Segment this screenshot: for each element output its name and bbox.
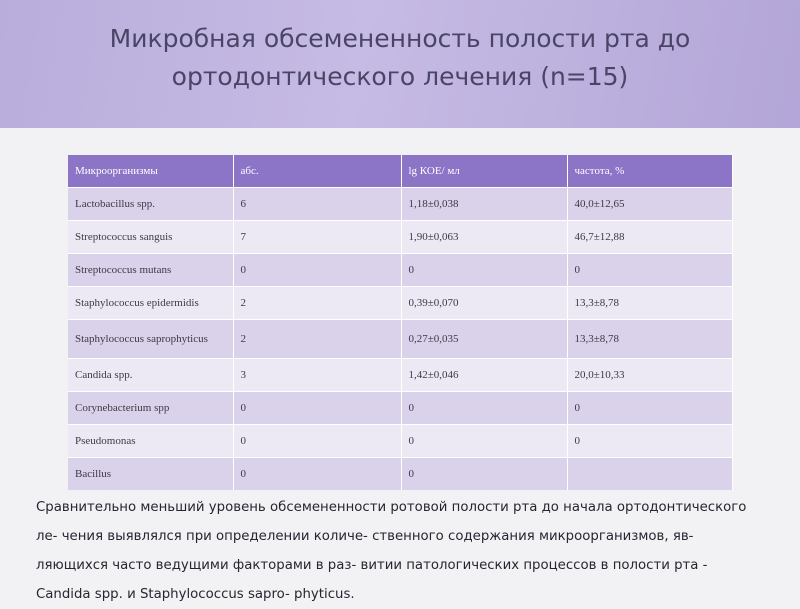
cell-abs: 7	[233, 221, 401, 254]
cell-frequency	[567, 458, 732, 491]
cell-organism: Bacillus	[68, 458, 233, 491]
cell-abs: 0	[233, 392, 401, 425]
cell-frequency: 46,7±12,88	[567, 221, 732, 254]
cell-lg-cfu: 1,18±0,038	[401, 188, 567, 221]
cell-abs: 0	[233, 254, 401, 287]
cell-frequency: 0	[567, 254, 732, 287]
cell-organism: Corynebacterium spp	[68, 392, 233, 425]
cell-frequency: 0	[567, 392, 732, 425]
table-row	[68, 458, 732, 491]
column-header-abs: абс.	[233, 155, 401, 188]
conclusion-paragraph: Сравнительно меньший уровень обсемененности ротовой полости рта до начала ортодонтического ле- чения выявлялся при определении количе- ственного содержания микроорганизмов, яв- ляющихся часто ведущими факторами в раз- витии патологических процессов в полости рта - Candida spp. и Staphylococcus sapro- phyticus.	[36, 500, 747, 602]
cell-abs: 2	[233, 287, 401, 320]
cell-organism: Lactobacillus spp.	[68, 188, 233, 221]
cell-organism: Staphylococcus epidermidis	[68, 287, 233, 320]
cell-lg-cfu: 0	[401, 425, 567, 458]
cell-organism: Staphylococcus saprophyticus	[68, 320, 233, 359]
column-header-lg-cfu: lg КОЕ/ мл	[401, 155, 567, 188]
cell-frequency: 20,0±10,33	[567, 359, 732, 392]
table-row	[68, 359, 732, 392]
table-row	[68, 221, 732, 254]
column-header-organism: Микроорганизмы	[68, 155, 233, 188]
table-row	[68, 320, 732, 359]
slide-title: Микробная обсемененность полости рта до ортодонтического лечения (n=15)	[109, 24, 691, 91]
cell-lg-cfu: 0	[401, 392, 567, 425]
cell-lg-cfu: 0	[401, 458, 567, 491]
cell-abs: 6	[233, 188, 401, 221]
cell-lg-cfu: 0,39±0,070	[401, 287, 567, 320]
cell-abs: 0	[233, 425, 401, 458]
cell-frequency: 13,3±8,78	[567, 320, 732, 359]
cell-frequency: 40,0±12,65	[567, 188, 732, 221]
cell-organism: Pseudomonas	[68, 425, 233, 458]
cell-lg-cfu: 0,27±0,035	[401, 320, 567, 359]
table-row	[68, 188, 732, 221]
cell-organism: Streptococcus sanguis	[68, 221, 233, 254]
title-band	[0, 0, 800, 128]
table-row	[68, 425, 732, 458]
cell-lg-cfu: 1,90±0,063	[401, 221, 567, 254]
cell-lg-cfu: 1,42±0,046	[401, 359, 567, 392]
cell-organism: Streptococcus mutans	[68, 254, 233, 287]
table-row	[68, 287, 732, 320]
cell-lg-cfu: 0	[401, 254, 567, 287]
table-header-row	[68, 155, 732, 188]
cell-frequency: 13,3±8,78	[567, 287, 732, 320]
cell-abs: 3	[233, 359, 401, 392]
table-row	[68, 254, 732, 287]
cell-abs: 2	[233, 320, 401, 359]
table-row	[68, 392, 732, 425]
cell-abs: 0	[233, 458, 401, 491]
cell-frequency: 0	[567, 425, 732, 458]
microbial-table	[68, 155, 733, 490]
data-table-container	[68, 155, 732, 490]
cell-organism: Candida spp.	[68, 359, 233, 392]
column-header-frequency: частота, %	[567, 155, 732, 188]
